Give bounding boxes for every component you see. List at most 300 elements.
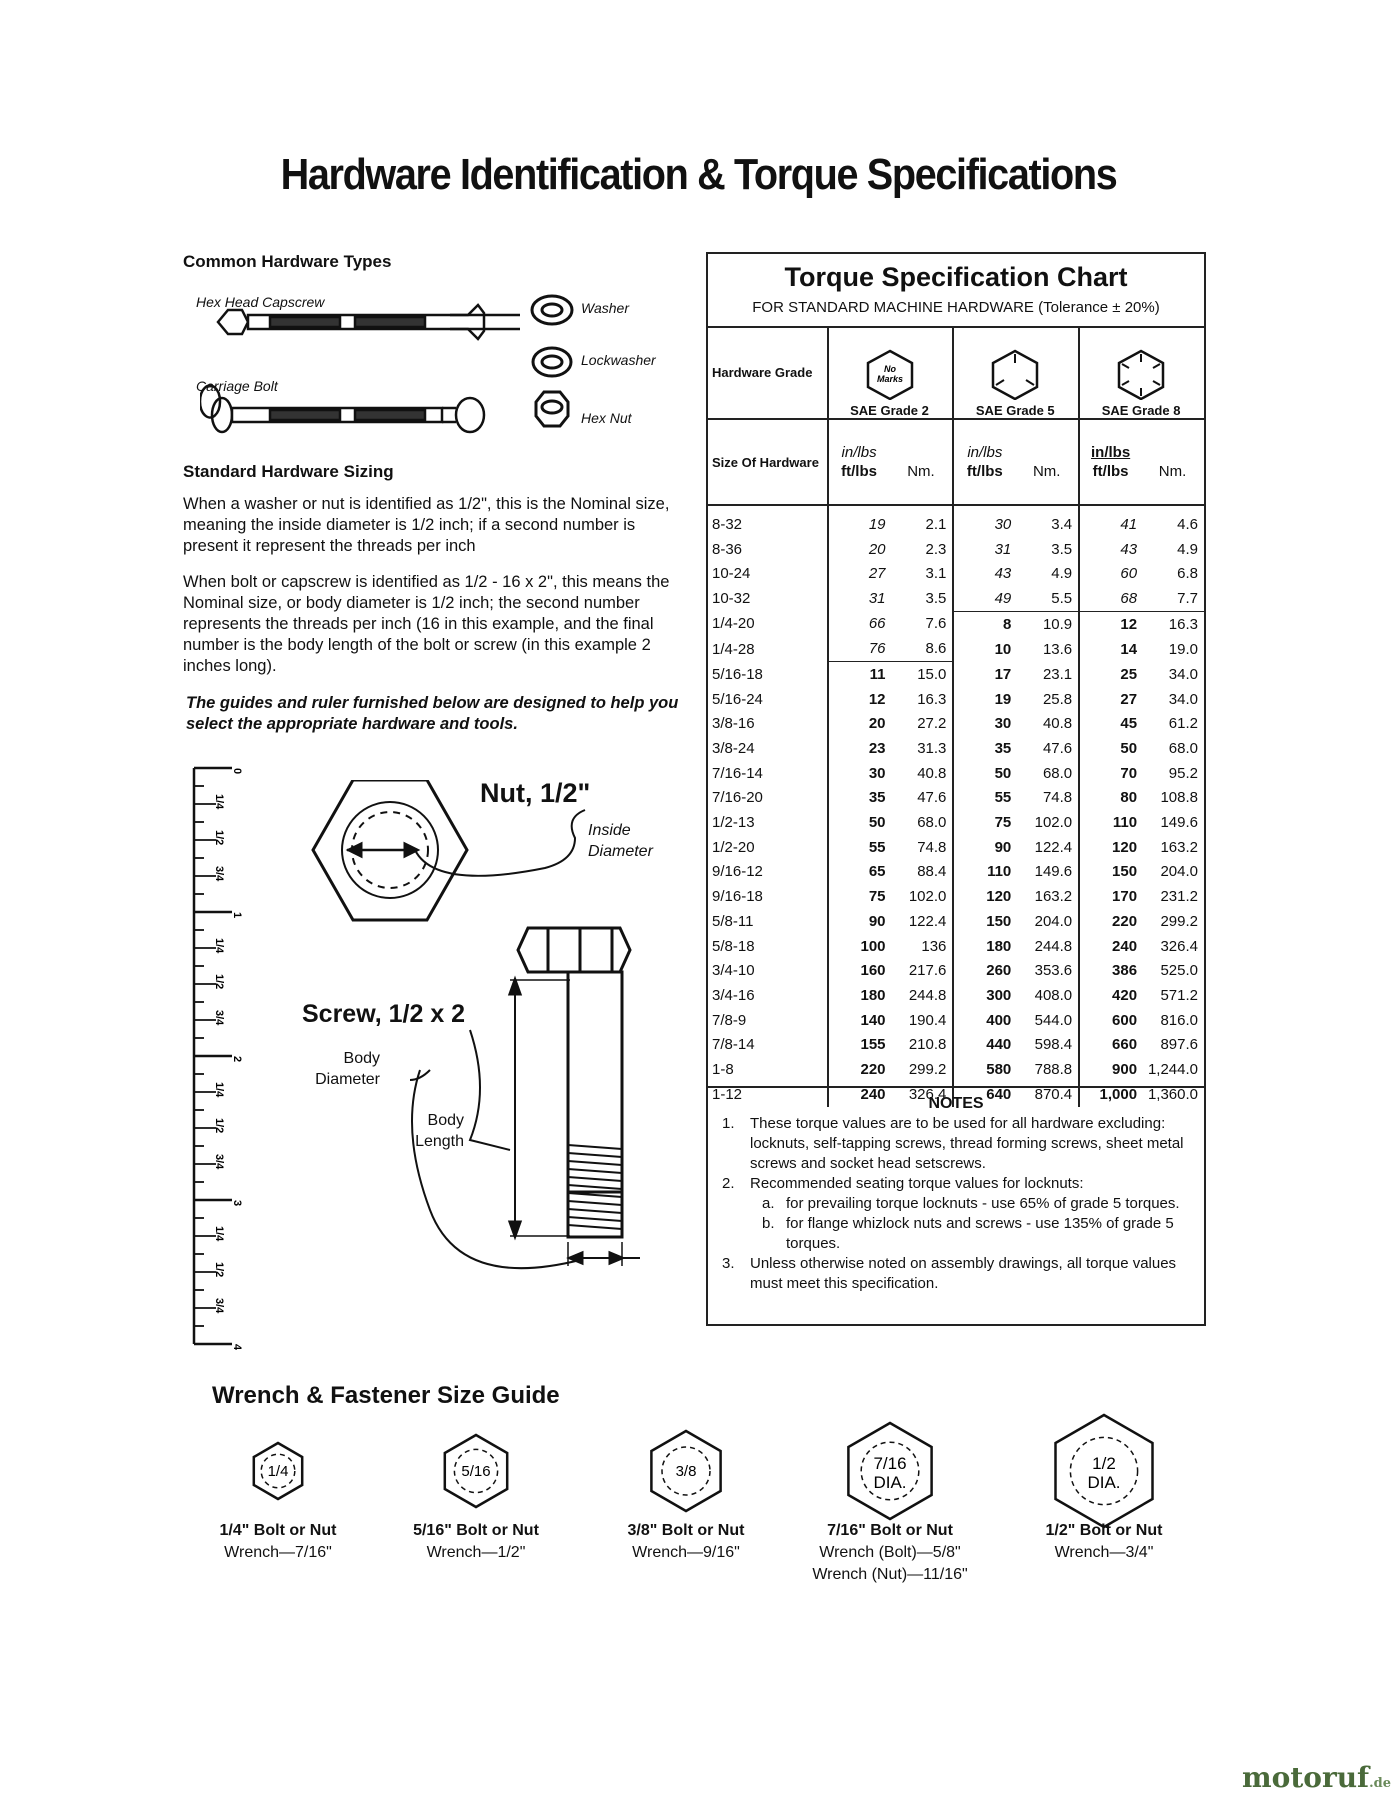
value-cell: 25.8 — [1042, 690, 1073, 708]
inch-ruler — [190, 760, 250, 1350]
value-cell: 160 — [828, 958, 892, 983]
fastener-size-label: 1/4" Bolt or Nut — [219, 1522, 337, 1539]
value-cell: 61.2 — [1168, 715, 1198, 733]
value-cell: 150 — [953, 909, 1017, 934]
carriage-bolt-label: Carriage Bolt — [196, 378, 278, 394]
hex-size-text: 1/2 — [1092, 1454, 1116, 1473]
torque-row — [708, 1057, 1204, 1082]
torque-row — [708, 934, 1204, 959]
size-cell: 3/8-16 — [712, 715, 755, 733]
carriage-bolt-icon — [200, 386, 484, 433]
grade-8-hex-icon — [1113, 348, 1169, 400]
value-cell: 15.0 — [917, 665, 947, 683]
note-2b — [708, 1214, 1204, 1254]
value-cell: 210.8 — [908, 1036, 947, 1054]
torque-row — [708, 835, 1204, 860]
size-cell: 5/8-18 — [712, 937, 755, 955]
note-1-text: These torque values are to be used for all hardware excluding: locknuts, self-tapping screws, thread forming screws, sheet metal screws and socket head setscrews. — [750, 1115, 1184, 1172]
page-title: Hardware Identification & Torque Specifications — [280, 150, 1117, 199]
value-cell: 13.6 — [1042, 640, 1073, 658]
value-cell: 7.7 — [1143, 586, 1204, 611]
wrench-guide-item — [183, 1520, 373, 1564]
torque-row — [708, 884, 1204, 909]
value-cell: 95.2 — [1168, 764, 1198, 782]
value-cell: 180 — [828, 983, 892, 1008]
value-cell: 163.2 — [1034, 888, 1073, 906]
size-cell: 1/2-13 — [712, 814, 755, 832]
value-cell: 68.0 — [1168, 740, 1198, 758]
value-cell: 140 — [828, 1008, 892, 1033]
grade-2-unit-nm: Nm. — [892, 419, 954, 505]
value-cell: 34.0 — [1168, 665, 1198, 683]
no-marks-text-2: Marks — [876, 374, 903, 384]
wrench-hex-icon — [435, 1430, 517, 1512]
value-cell: 3.5 — [1051, 540, 1073, 558]
value-cell: 31.3 — [917, 740, 947, 758]
ruler-label: 1/2 — [213, 974, 225, 990]
value-cell: 35 — [828, 786, 892, 811]
note-3 — [708, 1254, 1204, 1294]
note-2b-text: for flange whizlock nuts and screws - use 135% of grade 5 torques. — [786, 1215, 1174, 1252]
value-cell: 49 — [953, 586, 1017, 611]
torque-row — [708, 736, 1204, 761]
ruler-label: 3/4 — [213, 1154, 225, 1170]
torque-row — [708, 909, 1204, 934]
size-cell: 8-36 — [712, 540, 743, 558]
value-cell: 408.0 — [1034, 986, 1073, 1004]
value-cell: 19 — [828, 505, 892, 537]
sizing-heading: Standard Hardware Sizing — [183, 462, 394, 481]
value-cell: 65 — [828, 860, 892, 885]
value-cell: 170 — [1079, 884, 1143, 909]
hex-size-text: 1/4 — [267, 1463, 289, 1480]
value-cell: 870.4 — [1034, 1085, 1073, 1103]
wrench-guide-item — [381, 1520, 571, 1564]
value-cell: 231.2 — [1160, 888, 1198, 906]
note-2 — [708, 1174, 1204, 1194]
watermark-brand: motoruf — [1242, 1761, 1370, 1794]
torque-row — [708, 786, 1204, 811]
unit-ftlbs: ft/lbs — [841, 463, 877, 480]
value-cell: 60 — [1079, 561, 1143, 586]
value-cell: 1,244.0 — [1147, 1060, 1198, 1078]
value-cell: 900 — [1079, 1057, 1143, 1082]
fastener-size-label: 5/16" Bolt or Nut — [413, 1522, 539, 1539]
hex-nut-icon — [536, 392, 568, 426]
value-cell: 50 — [1079, 736, 1143, 761]
common-hardware-heading: Common Hardware Types — [183, 252, 392, 271]
torque-row — [708, 810, 1204, 835]
hex-dia-text: DIA. — [873, 1473, 907, 1492]
grade-5-unit-nm: Nm. — [1017, 419, 1079, 505]
value-cell: 163.2 — [1160, 838, 1198, 856]
wrench-guide-item — [795, 1520, 985, 1586]
value-cell: 41 — [1079, 505, 1143, 537]
grade-8-unit-nm: Nm. — [1143, 419, 1204, 505]
sizing-paragraph-3: The guides and ruler furnished below are designed to help you select the appropriate hardware and tools. — [186, 694, 679, 733]
grade-2-unit-lbs — [828, 419, 892, 505]
value-cell: 155 — [828, 1032, 892, 1057]
value-cell: 600 — [1079, 1008, 1143, 1033]
size-cell: 7/16-20 — [712, 789, 763, 807]
inside-diameter-label: Inside Diameter — [588, 822, 653, 860]
torque-row — [708, 761, 1204, 786]
size-cell: 1-12 — [712, 1085, 743, 1103]
hex-dia-text: DIA. — [1087, 1473, 1121, 1492]
value-cell: 386 — [1079, 958, 1143, 983]
watermark-tld: .de — [1369, 1776, 1391, 1791]
value-cell: 897.6 — [1160, 1036, 1198, 1054]
value-cell: 50 — [828, 810, 892, 835]
fastener-size-label: 7/16" Bolt or Nut — [827, 1522, 953, 1539]
note-1 — [708, 1114, 1204, 1174]
value-cell: 55 — [953, 786, 1017, 811]
note-2b-letter: b. — [762, 1215, 775, 1232]
wrench-size-label: Wrench—9/16" — [632, 1544, 740, 1561]
note-2-number: 2. — [722, 1175, 735, 1192]
value-cell: 3.1 — [925, 565, 947, 583]
value-cell: 598.4 — [1034, 1036, 1073, 1054]
value-cell: 122.4 — [908, 912, 947, 930]
value-cell: 240 — [828, 1082, 892, 1107]
ruler-label: 3/4 — [213, 1010, 225, 1026]
value-cell: 12 — [828, 687, 892, 712]
value-cell: 108.8 — [1160, 789, 1198, 807]
value-cell: 353.6 — [1034, 962, 1073, 980]
value-cell: 14 — [1079, 636, 1143, 661]
value-cell: 420 — [1079, 983, 1143, 1008]
torque-row — [708, 662, 1204, 687]
value-cell: 180 — [953, 934, 1017, 959]
value-cell: 4.9 — [1051, 565, 1073, 583]
size-cell: 1/2-20 — [712, 838, 755, 856]
ruler-label: 4 — [231, 1344, 243, 1350]
torque-row — [708, 586, 1204, 611]
grade-5-label: SAE Grade 5 — [975, 403, 1055, 418]
sizing-paragraph-1: When a washer or nut is identified as 1/2", this is the Nominal size, meaning the inside diameter is 1/2 inch; if a second number is present it represent the threads per inch — [183, 495, 670, 555]
value-cell: 299.2 — [1160, 912, 1198, 930]
torque-row — [708, 860, 1204, 885]
unit-inlbs: in/lbs — [967, 444, 1003, 461]
ruler-label: 3/4 — [213, 866, 225, 882]
body-diameter-label: Body Diameter — [315, 1050, 380, 1088]
size-cell: 10-32 — [712, 590, 751, 608]
ruler-label: 1/2 — [213, 1118, 225, 1134]
nut-label: Nut, 1/2" — [480, 778, 591, 808]
lockwasher-icon — [533, 348, 571, 376]
torque-row — [708, 611, 1204, 636]
value-cell: 204.0 — [1034, 912, 1073, 930]
ruler-label: 2 — [231, 1056, 243, 1063]
value-cell: 4.9 — [1177, 540, 1198, 558]
torque-row — [708, 505, 1204, 537]
torque-row — [708, 1008, 1204, 1033]
value-cell: 20 — [828, 537, 892, 562]
size-header: Size Of Hardware — [708, 419, 828, 505]
value-cell: 10 — [953, 636, 1017, 661]
value-cell: 8.6 — [892, 636, 954, 661]
hex-size-text: 3/8 — [675, 1463, 697, 1480]
wrench-size-label: Wrench—1/2" — [426, 1544, 526, 1561]
value-cell: 76 — [828, 636, 892, 661]
value-cell: 640 — [953, 1082, 1017, 1107]
screw-icon — [410, 928, 640, 1268]
value-cell: 55 — [828, 835, 892, 860]
grade-2-hex-icon — [862, 348, 918, 400]
notes-title: NOTES — [928, 1095, 984, 1112]
value-cell: 45 — [1079, 712, 1143, 737]
value-cell: 660 — [1079, 1032, 1143, 1057]
value-cell: 816.0 — [1160, 1011, 1198, 1029]
value-cell: 47.6 — [917, 789, 947, 807]
ruler-label: 1/4 — [213, 1226, 225, 1242]
grade-5-hex-icon — [987, 348, 1043, 400]
hex-head-capscrew-label: Hex Head Capscrew — [196, 294, 325, 310]
value-cell: 120 — [953, 884, 1017, 909]
value-cell: 66 — [828, 611, 892, 636]
size-cell: 10-24 — [712, 565, 751, 583]
value-cell: 47.6 — [1042, 740, 1073, 758]
size-cell: 9/16-12 — [712, 863, 763, 881]
size-cell: 5/8-11 — [712, 912, 754, 930]
value-cell: 136 — [921, 937, 947, 955]
size-cell: 1/4-28 — [712, 640, 755, 658]
torque-chart-box — [706, 252, 1206, 1326]
value-cell: 571.2 — [1160, 986, 1198, 1004]
ruler-label: 1/4 — [213, 794, 225, 810]
wrench-size-label: Wrench—7/16" — [224, 1544, 332, 1561]
value-cell: 150 — [1079, 860, 1143, 885]
value-cell: 90 — [953, 835, 1017, 860]
washer-types-illustration — [528, 290, 580, 440]
torque-row — [708, 983, 1204, 1008]
fastener-size-label: 3/8" Bolt or Nut — [627, 1522, 745, 1539]
note-2-text: Recommended seating torque values for locknuts: — [750, 1175, 1084, 1192]
torque-row — [708, 636, 1204, 661]
no-marks-text: No — [883, 364, 896, 374]
value-cell: 19 — [953, 687, 1017, 712]
value-cell: 580 — [953, 1057, 1017, 1082]
value-cell: 149.6 — [1034, 863, 1073, 881]
torque-table-body — [708, 505, 1204, 1107]
lockwasher-label: Lockwasher — [581, 352, 656, 368]
hex-nut-label: Hex Nut — [581, 410, 632, 426]
torque-table — [708, 326, 1204, 1107]
hardware-types-illustration — [200, 300, 520, 450]
value-cell: 50 — [953, 761, 1017, 786]
size-cell: 7/8-9 — [712, 1011, 747, 1029]
value-cell: 217.6 — [908, 962, 947, 980]
torque-row — [708, 712, 1204, 737]
size-cell: 7/16-14 — [712, 764, 763, 782]
value-cell: 23.1 — [1042, 665, 1073, 683]
value-cell: 102.0 — [908, 888, 947, 906]
value-cell: 260 — [953, 958, 1017, 983]
value-cell: 90 — [828, 909, 892, 934]
value-cell: 299.2 — [908, 1060, 947, 1078]
body-length-label: Body Length — [415, 1112, 464, 1150]
wrench-size-label: Wrench (Bolt)—5/8" — [819, 1544, 961, 1561]
unit-inlbs: in/lbs — [1091, 444, 1131, 461]
value-cell: 43 — [1079, 537, 1143, 562]
value-cell: 34.0 — [1168, 690, 1198, 708]
hardware-grade-header: Hardware Grade — [708, 327, 828, 419]
note-2a — [708, 1194, 1204, 1214]
wrench-guide-item — [591, 1520, 781, 1564]
torque-row — [708, 537, 1204, 562]
value-cell: 40.8 — [1042, 715, 1073, 733]
size-cell: 1-8 — [712, 1060, 734, 1078]
value-cell: 30 — [953, 712, 1017, 737]
size-cell: 3/4-16 — [712, 986, 755, 1004]
unit-inlbs: in/lbs — [841, 444, 877, 461]
torque-row — [708, 561, 1204, 586]
value-cell: 16.3 — [1168, 615, 1198, 633]
grade-2-header — [828, 327, 954, 419]
value-cell: 68.0 — [1042, 764, 1073, 782]
value-cell: 25 — [1079, 662, 1143, 687]
value-cell: 7.6 — [925, 615, 947, 633]
wrench-guide-heading: Wrench & Fastener Size Guide — [212, 1382, 560, 1409]
value-cell: 326.4 — [1160, 937, 1198, 955]
ruler-label: 1/2 — [213, 1262, 225, 1278]
value-cell: 30 — [828, 761, 892, 786]
value-cell: 525.0 — [1160, 962, 1198, 980]
value-cell: 11 — [828, 662, 892, 687]
value-cell: 244.8 — [908, 986, 947, 1004]
grade-8-label: SAE Grade 8 — [1101, 403, 1181, 418]
value-cell: 20 — [828, 712, 892, 737]
ruler-label: 3 — [231, 1200, 243, 1207]
value-cell: 10.9 — [1042, 615, 1073, 633]
ruler-label: 1/2 — [213, 830, 225, 846]
grade-8-header — [1079, 327, 1204, 419]
value-cell: 2.3 — [925, 540, 947, 558]
value-cell: 30 — [953, 505, 1017, 537]
unit-header-row — [708, 419, 1204, 505]
value-cell: 17 — [953, 662, 1017, 687]
hex-size-text: 5/16 — [461, 1463, 491, 1480]
value-cell: 190.4 — [908, 1011, 947, 1029]
value-cell: 220 — [1079, 909, 1143, 934]
value-cell: 1,360.0 — [1147, 1085, 1198, 1103]
value-cell: 19.0 — [1168, 640, 1198, 658]
note-2a-letter: a. — [762, 1195, 775, 1212]
watermark — [1242, 1761, 1391, 1794]
torque-row — [708, 687, 1204, 712]
value-cell: 27 — [828, 561, 892, 586]
value-cell: 75 — [953, 810, 1017, 835]
value-cell: 2.1 — [925, 515, 947, 533]
value-cell: 27.2 — [917, 715, 947, 733]
size-cell: 3/8-24 — [712, 740, 755, 758]
size-cell: 1/4-20 — [712, 615, 755, 633]
unit-ftlbs: ft/lbs — [966, 463, 1003, 480]
wrench-hex-icon — [641, 1426, 731, 1516]
value-cell: 68.0 — [917, 814, 947, 832]
value-cell: 23 — [828, 736, 892, 761]
value-cell: 5.5 — [1017, 586, 1079, 611]
value-cell: 74.8 — [1042, 789, 1073, 807]
ruler-label: 1 — [231, 912, 243, 919]
value-cell: 35 — [953, 736, 1017, 761]
note-3-text: Unless otherwise noted on assembly drawings, all torque values must meet this specification. — [750, 1255, 1177, 1292]
value-cell: 3.5 — [925, 590, 947, 608]
grade-header-row — [708, 327, 1204, 419]
value-cell: 440 — [953, 1032, 1017, 1057]
notes-section — [708, 1086, 1204, 1294]
hex-capscrew-icon — [218, 305, 520, 339]
size-cell: 5/16-24 — [712, 690, 763, 708]
size-cell: 7/8-14 — [712, 1036, 755, 1054]
grade-5-header — [953, 327, 1079, 419]
value-cell: 110 — [1079, 810, 1143, 835]
value-cell: 12 — [1079, 611, 1143, 636]
value-cell: 70 — [1079, 761, 1143, 786]
torque-chart-title: Torque Specification Chart — [784, 262, 1128, 292]
washer-icon — [532, 296, 572, 324]
washer-label: Washer — [581, 300, 629, 316]
wrench-size-label: Wrench—3/4" — [1054, 1544, 1154, 1561]
value-cell: 16.3 — [917, 690, 947, 708]
torque-row — [708, 1032, 1204, 1057]
ruler-label: 3/4 — [213, 1298, 225, 1314]
value-cell: 100 — [828, 934, 892, 959]
value-cell: 220 — [828, 1057, 892, 1082]
value-cell: 240 — [1079, 934, 1143, 959]
value-cell: 43 — [953, 561, 1017, 586]
grade-5-unit-lbs — [953, 419, 1017, 505]
value-cell: 122.4 — [1034, 838, 1073, 856]
value-cell: 75 — [828, 884, 892, 909]
value-cell: 149.6 — [1160, 814, 1198, 832]
torque-chart-subtitle: FOR STANDARD MACHINE HARDWARE (Tolerance ± 20%) — [752, 299, 1160, 316]
unit-ftlbs: ft/lbs — [1092, 463, 1129, 480]
torque-row — [708, 958, 1204, 983]
value-cell: 400 — [953, 1008, 1017, 1033]
value-cell: 68 — [1079, 586, 1143, 611]
size-cell: 5/16-18 — [712, 665, 763, 683]
value-cell: 3.4 — [1051, 515, 1073, 533]
hex-size-text: 7/16 — [873, 1454, 907, 1473]
value-cell: 788.8 — [1034, 1060, 1073, 1078]
value-cell: 326.4 — [908, 1085, 947, 1103]
size-cell: 8-32 — [712, 515, 743, 533]
value-cell: 74.8 — [917, 838, 947, 856]
value-cell: 1,000 — [1079, 1082, 1143, 1107]
value-cell: 204.0 — [1160, 863, 1198, 881]
ruler-label: 0 — [231, 768, 243, 775]
wrench-hex-icon — [245, 1438, 311, 1504]
ruler-label: 1/4 — [213, 938, 225, 954]
wrench-hex-icon — [1043, 1410, 1165, 1532]
sizing-paragraph-2: When bolt or capscrew is identified as 1/2 - 16 x 2", this means the Nominal size, or body diameter is 1/2 inch; the second number represents the threads per inch (16 in this example, and the final number is the body length of the bolt or screw (in this example 2 inches long). — [183, 573, 670, 675]
wrench-size-label-nut: Wrench (Nut)—11/16" — [812, 1566, 968, 1583]
value-cell: 27 — [1079, 687, 1143, 712]
value-cell: 40.8 — [917, 764, 947, 782]
note-1-number: 1. — [722, 1115, 735, 1132]
grade-8-unit-lbs — [1079, 419, 1143, 505]
value-cell: 6.8 — [1177, 565, 1198, 583]
size-cell: 3/4-10 — [712, 962, 755, 980]
note-3-number: 3. — [722, 1255, 735, 1272]
value-cell: 88.4 — [917, 863, 947, 881]
wrench-guide-item — [1009, 1520, 1199, 1564]
value-cell: 300 — [953, 983, 1017, 1008]
value-cell: 102.0 — [1034, 814, 1073, 832]
size-cell: 9/16-18 — [712, 888, 763, 906]
value-cell: 544.0 — [1034, 1011, 1073, 1029]
